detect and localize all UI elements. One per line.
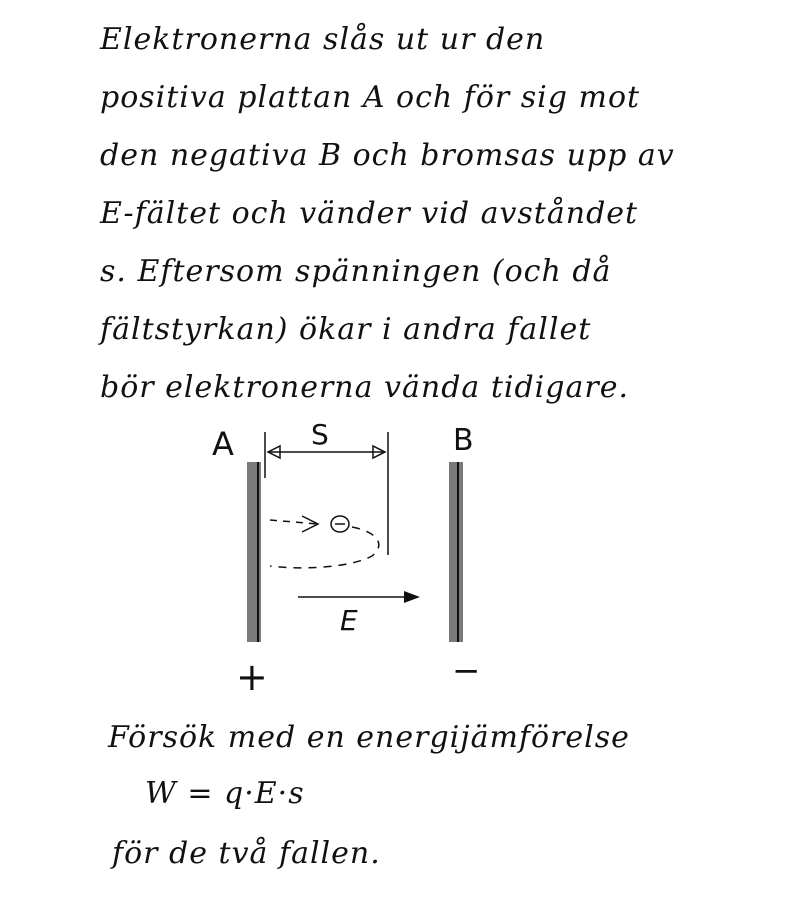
text-line-4: E-fältet och vänder vid avståndet xyxy=(100,196,639,231)
plate-a-label: A xyxy=(212,425,234,463)
text-line-3: den negativa B och bromsas upp av xyxy=(100,138,675,173)
closing-line: för de två fallen. xyxy=(112,836,381,871)
plate-b xyxy=(449,462,463,642)
text-line-7: bör elektronerna vända tidigare. xyxy=(100,370,629,405)
minus-sign: − xyxy=(452,651,481,691)
field-label: E xyxy=(340,604,358,637)
text-line-6: fältstyrkan) ökar i andra fallet xyxy=(100,312,592,347)
formula-line: W = q·E·s xyxy=(145,776,305,811)
plate-b-label: B xyxy=(453,423,474,458)
field-arrowhead xyxy=(404,591,420,603)
plus-sign: + xyxy=(236,655,268,699)
distance-label: S xyxy=(311,418,329,451)
hint-line: Försök med en energijämförelse xyxy=(108,720,630,755)
text-line-1: Elektronerna slås ut ur den xyxy=(100,22,546,57)
text-line-2: positiva plattan A och för sig mot xyxy=(100,80,641,115)
electron-path-turn xyxy=(270,527,379,568)
text-line-5: s. Eftersom spänningen (och då xyxy=(100,254,612,289)
